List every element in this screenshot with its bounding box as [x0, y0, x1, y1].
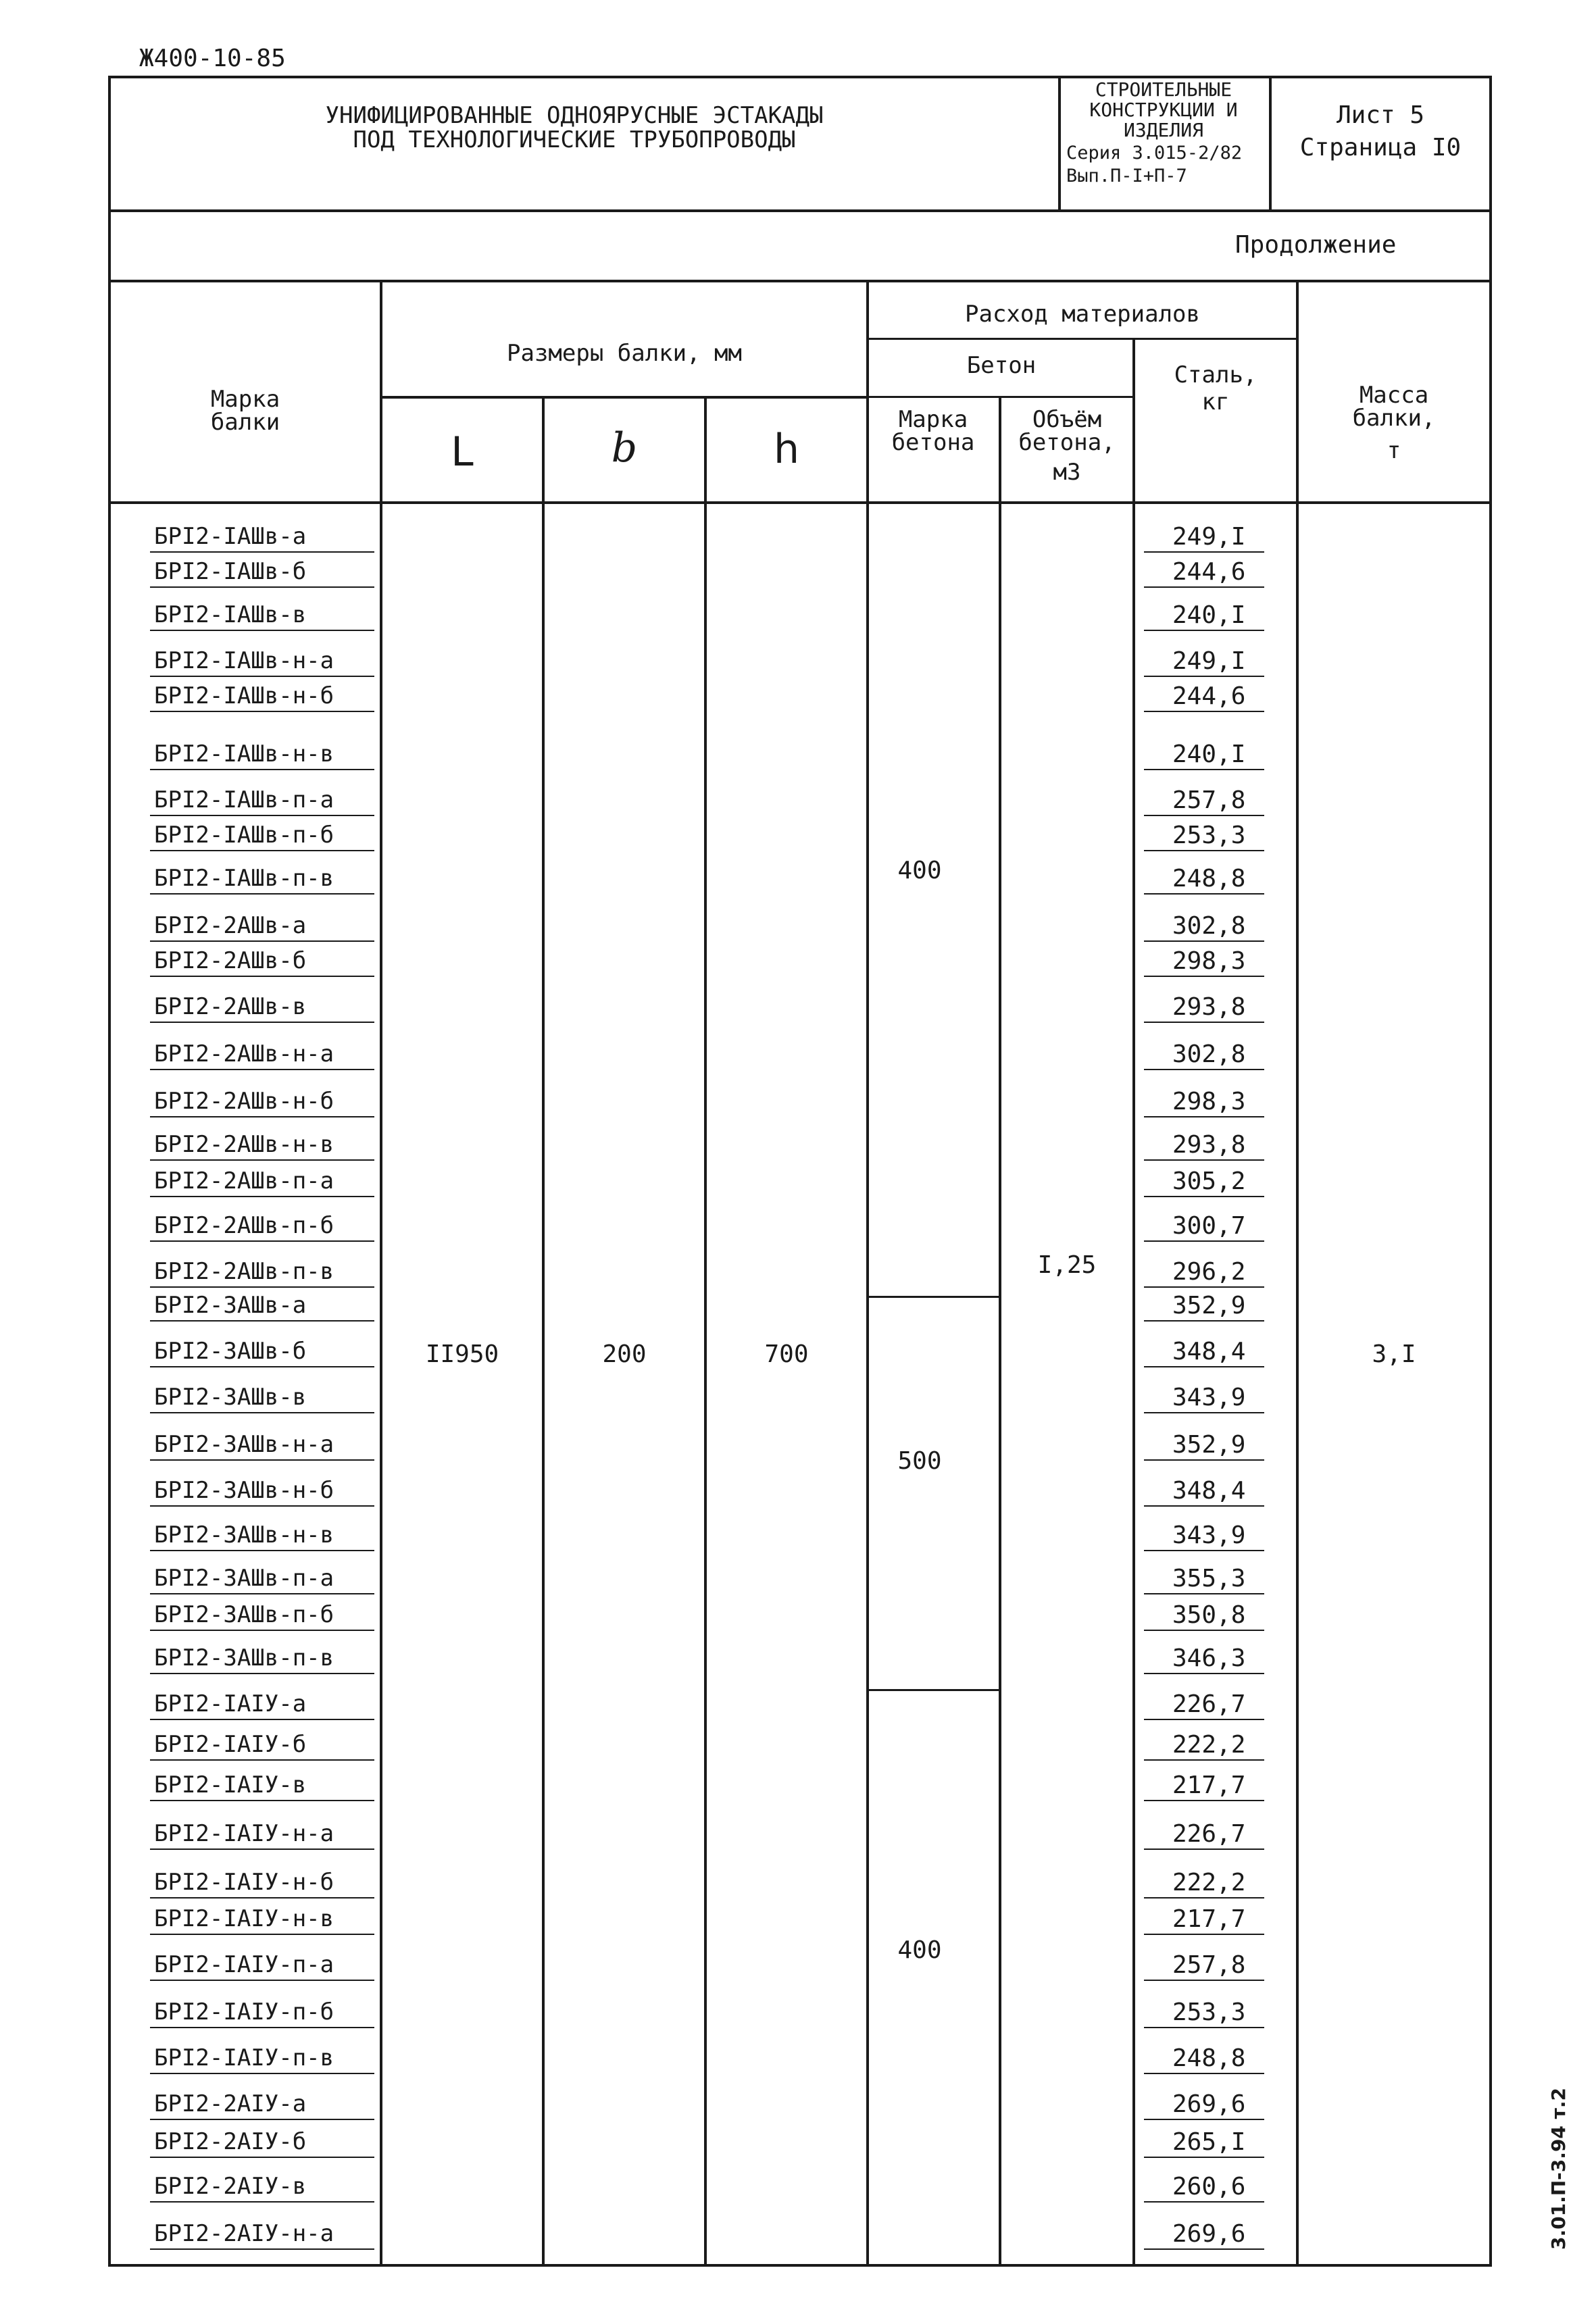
row-rule-mark: [150, 1848, 374, 1850]
header-dimensions: Размеры балки, мм: [507, 340, 742, 367]
beam-mark-cell: БРI2-2АШв-п-а: [154, 1167, 334, 1194]
row-rule-steel: [1144, 2157, 1264, 2158]
row-rule-steel: [1144, 1550, 1264, 1551]
steel-value-cell: 253,3: [1172, 822, 1246, 849]
row-rule-steel: [1144, 1848, 1264, 1850]
steel-value-cell: 296,2: [1172, 1258, 1246, 1286]
row-rule-steel: [1144, 815, 1264, 816]
document-title-line2: ПОД ТЕХНОЛОГИЧЕСКИЕ ТРУБОПРОВОДЫ: [353, 126, 796, 153]
row-rule-mark: [150, 1505, 374, 1507]
row-rule-mark: [150, 586, 374, 588]
row-rule-steel: [1144, 1159, 1264, 1161]
series-line4: Серия 3.015-2/82: [1066, 143, 1243, 164]
beam-mark-cell: БРI2-IАIУ-н-б: [154, 1869, 334, 1896]
row-rule-steel: [1144, 711, 1264, 712]
page-number: Страница I0: [1299, 134, 1462, 161]
beam-mark-cell: БРI2-3АШв-н-б: [154, 1477, 334, 1504]
beam-mark-cell: БРI2-IАIУ-п-в: [154, 2044, 334, 2071]
row-rule-steel: [1144, 2119, 1264, 2120]
steel-value-cell: 343,9: [1172, 1384, 1246, 1411]
row-rule-steel: [1144, 1459, 1264, 1461]
row-rule-mark: [150, 630, 374, 631]
row-rule-mark: [150, 1897, 374, 1898]
row-rule-steel: [1144, 1116, 1264, 1117]
row-rule-steel: [1144, 1196, 1264, 1197]
steel-value-cell: 300,7: [1172, 1212, 1246, 1240]
steel-value-cell: 298,3: [1172, 1088, 1246, 1115]
beam-mark-cell: БРI2-IАШв-п-в: [154, 865, 334, 892]
beam-mark-cell: БРI2-2АШв-а: [154, 912, 307, 939]
row-rule-mark: [150, 1459, 374, 1461]
row-rule-mark: [150, 676, 374, 677]
beam-mark-cell: БРI2-2АIУ-в: [154, 2173, 307, 2200]
beam-mark-cell: БРI2-2АШв-н-а: [154, 1040, 334, 1067]
document-title-line1: УНИФИЦИРОВАННЫЕ ОДНОЯРУСНЫЕ ЭСТАКАДЫ: [325, 102, 824, 129]
beam-mark-cell: БРI2-IАIУ-н-в: [154, 1905, 334, 1932]
row-rule-mark: [150, 1759, 374, 1761]
header-steel-l1: Сталь,: [1174, 361, 1257, 388]
steel-value-cell: 240,I: [1172, 601, 1246, 629]
series-line2: КОНСТРУКЦИИ И: [1089, 99, 1238, 121]
beam-mark-cell: БРI2-2АШв-п-в: [154, 1258, 334, 1285]
steel-value-cell: 302,8: [1172, 1040, 1246, 1068]
steel-value-cell: 248,8: [1172, 865, 1246, 892]
steel-value-cell: 352,9: [1172, 1431, 1246, 1459]
row-rule-steel: [1144, 2073, 1264, 2074]
row-rule-mark: [150, 1240, 374, 1242]
steel-value-cell: 249,I: [1172, 647, 1246, 675]
row-rule-steel: [1144, 1980, 1264, 1981]
row-rule-steel: [1144, 1366, 1264, 1367]
header-concrete-grade-l1: Марка: [898, 406, 968, 433]
row-rule-mark: [150, 1366, 374, 1367]
header-mark-line2: балки: [210, 409, 280, 436]
series-line3: ИЗДЕЛИЯ: [1123, 119, 1203, 141]
header-mass-l3: т: [1387, 437, 1401, 464]
row-rule-mark: [150, 1159, 374, 1161]
row-rule-steel: [1144, 769, 1264, 770]
steel-value-cell: 293,8: [1172, 993, 1246, 1021]
row-rule-mark: [150, 1022, 374, 1023]
concrete-grade-group-2: 500: [897, 1447, 942, 1475]
steel-value-cell: 249,I: [1172, 523, 1246, 551]
steel-value-cell: 348,4: [1172, 1477, 1246, 1505]
header-mark-line1: Марка: [210, 386, 280, 413]
steel-value-cell: 260,6: [1172, 2173, 1246, 2200]
row-rule-mark: [150, 976, 374, 977]
row-rule-steel: [1144, 551, 1264, 553]
beam-mark-cell: БРI2-IАШв-н-в: [154, 740, 334, 768]
row-rule-mark: [150, 1320, 374, 1322]
steel-value-cell: 217,7: [1172, 1905, 1246, 1933]
row-rule-mark: [150, 2248, 374, 2250]
row-rule-mark: [150, 893, 374, 895]
steel-value-cell: 269,6: [1172, 2090, 1246, 2118]
steel-value-cell: 302,8: [1172, 912, 1246, 940]
beam-mark-cell: БРI2-3АШв-п-а: [154, 1565, 334, 1592]
row-rule-mark: [150, 1196, 374, 1197]
row-rule-mark: [150, 1286, 374, 1288]
beam-mark-cell: БРI2-IАШв-п-б: [154, 822, 334, 849]
steel-value-cell: 222,2: [1172, 1731, 1246, 1759]
row-rule-steel: [1144, 1759, 1264, 1761]
header-mass-l2: балки,: [1352, 405, 1436, 432]
header-concrete-grade-l2: бетона: [891, 429, 975, 456]
row-rule-steel: [1144, 2201, 1264, 2203]
row-rule-mark: [150, 769, 374, 770]
row-rule-steel: [1144, 1240, 1264, 1242]
steel-value-cell: 265,I: [1172, 2128, 1246, 2156]
row-rule-mark: [150, 1593, 374, 1594]
row-rule-steel: [1144, 630, 1264, 631]
steel-value-cell: 257,8: [1172, 786, 1246, 814]
header-materials: Расход материалов: [965, 301, 1200, 328]
cell-mass: 3,I: [1372, 1340, 1416, 1368]
row-rule-steel: [1144, 1022, 1264, 1023]
beam-mark-cell: БРI2-3АШв-а: [154, 1292, 307, 1319]
row-rule-mark: [150, 1116, 374, 1117]
beam-mark-cell: БРI2-IАШв-н-б: [154, 682, 334, 709]
row-rule-steel: [1144, 976, 1264, 977]
cell-length: II950: [425, 1340, 499, 1368]
beam-mark-cell: БРI2-2АШв-б: [154, 947, 307, 974]
beam-mark-cell: БРI2-2АШв-в: [154, 993, 307, 1020]
row-rule-steel: [1144, 1069, 1264, 1070]
row-rule-mark: [150, 2027, 374, 2028]
row-rule-steel: [1144, 2027, 1264, 2028]
row-rule-steel: [1144, 1505, 1264, 1507]
beam-mark-cell: БРI2-2АIУ-б: [154, 2128, 307, 2155]
row-rule-steel: [1144, 1630, 1264, 1631]
header-concrete-volume-l3: м3: [1053, 459, 1081, 486]
beam-mark-cell: БРI2-IАШв-б: [154, 558, 307, 585]
steel-value-cell: 350,8: [1172, 1601, 1246, 1629]
row-rule-steel: [1144, 1673, 1264, 1674]
cell-concrete-volume: I,25: [1037, 1251, 1097, 1279]
steel-value-cell: 240,I: [1172, 740, 1246, 768]
row-rule-mark: [150, 1550, 374, 1551]
row-rule-mark: [150, 1069, 374, 1070]
beam-mark-cell: БРI2-IАIУ-п-а: [154, 1951, 334, 1978]
steel-value-cell: 248,8: [1172, 2044, 1246, 2072]
steel-value-cell: 257,8: [1172, 1951, 1246, 1979]
row-rule-steel: [1144, 676, 1264, 677]
steel-value-cell: 222,2: [1172, 1869, 1246, 1896]
steel-value-cell: 293,8: [1172, 1131, 1246, 1159]
row-rule-steel: [1144, 2248, 1264, 2250]
beam-mark-cell: БРI2-2АШв-н-б: [154, 1088, 334, 1115]
beam-mark-cell: БРI2-2АШв-н-в: [154, 1131, 334, 1158]
beam-mark-cell: БРI2-IАШв-п-а: [154, 786, 334, 813]
beam-mark-cell: БРI2-IАШв-н-а: [154, 647, 334, 674]
steel-value-cell: 348,4: [1172, 1338, 1246, 1365]
steel-value-cell: 217,7: [1172, 1771, 1246, 1799]
steel-value-cell: 244,6: [1172, 558, 1246, 586]
row-rule-mark: [150, 2201, 374, 2203]
row-rule-mark: [150, 551, 374, 553]
row-rule-mark: [150, 711, 374, 712]
row-rule-steel: [1144, 1934, 1264, 1935]
row-rule-steel: [1144, 893, 1264, 895]
header-length-L: L: [451, 428, 474, 476]
steel-value-cell: 269,6: [1172, 2220, 1246, 2248]
beam-mark-cell: БРI2-3АШв-н-в: [154, 1521, 334, 1549]
beam-mark-cell: БРI2-3АШв-б: [154, 1338, 307, 1365]
row-rule-mark: [150, 1800, 374, 1801]
row-rule-steel: [1144, 1719, 1264, 1720]
beam-mark-cell: БРI2-IАIУ-п-б: [154, 1998, 334, 2026]
row-rule-mark: [150, 815, 374, 816]
series-line5: Вып.П-I+П-7: [1066, 166, 1187, 186]
row-rule-steel: [1144, 1593, 1264, 1594]
header-concrete-volume-l2: бетона,: [1018, 429, 1116, 456]
beam-mark-cell: БРI2-2АIУ-н-а: [154, 2220, 334, 2247]
beam-mark-cell: БРI2-IАIУ-в: [154, 1771, 307, 1799]
row-rule-steel: [1144, 1412, 1264, 1413]
beam-mark-cell: БРI2-IАIУ-а: [154, 1690, 307, 1717]
concrete-grade-group-1: 400: [897, 857, 942, 884]
cell-height: 700: [764, 1340, 809, 1368]
row-rule-mark: [150, 1630, 374, 1631]
steel-value-cell: 253,3: [1172, 1998, 1246, 2026]
steel-value-cell: 226,7: [1172, 1820, 1246, 1848]
steel-value-cell: 346,3: [1172, 1644, 1246, 1672]
beam-mark-cell: БРI2-3АШв-п-б: [154, 1601, 334, 1628]
beam-mark-cell: БРI2-3АШв-п-в: [154, 1644, 334, 1671]
cell-width: 200: [602, 1340, 647, 1368]
sheet-number: Лист 5: [1336, 101, 1425, 129]
beam-mark-cell: БРI2-IАШв-в: [154, 601, 307, 628]
beam-mark-cell: БРI2-2АIУ-а: [154, 2090, 307, 2117]
row-rule-mark: [150, 850, 374, 851]
header-concrete: Бетон: [966, 352, 1037, 379]
beam-mark-cell: БРI2-3АШв-в: [154, 1384, 307, 1411]
row-rule-mark: [150, 1673, 374, 1674]
beam-mark-cell: БРI2-IАШв-а: [154, 523, 307, 550]
header-concrete-volume-l1: Объём: [1032, 406, 1102, 433]
header-steel-l2: кг: [1201, 388, 1230, 416]
row-rule-mark: [150, 2157, 374, 2158]
steel-value-cell: 305,2: [1172, 1167, 1246, 1195]
steel-value-cell: 244,6: [1172, 682, 1246, 710]
row-rule-steel: [1144, 586, 1264, 588]
beam-mark-cell: БРI2-IАIУ-б: [154, 1731, 307, 1758]
steel-value-cell: 226,7: [1172, 1690, 1246, 1718]
steel-value-cell: 355,3: [1172, 1565, 1246, 1592]
row-rule-steel: [1144, 1897, 1264, 1898]
header-width-b: b: [611, 424, 638, 472]
row-rule-mark: [150, 1412, 374, 1413]
header-height-h: h: [773, 426, 800, 473]
row-rule-steel: [1144, 1800, 1264, 1801]
continuation-label: Продолжение: [1235, 231, 1397, 259]
row-rule-mark: [150, 2073, 374, 2074]
steel-value-cell: 352,9: [1172, 1292, 1246, 1319]
row-rule-mark: [150, 1719, 374, 1720]
row-rule-steel: [1144, 850, 1264, 851]
beam-mark-cell: БРI2-3АШв-н-а: [154, 1431, 334, 1458]
beam-mark-cell: БРI2-2АШв-п-б: [154, 1212, 334, 1239]
header-mass-l1: Масса: [1359, 382, 1429, 409]
row-rule-mark: [150, 2119, 374, 2120]
document-code: Ж400-10-85: [139, 45, 286, 72]
beam-mark-cell: БРI2-IАIУ-н-а: [154, 1820, 334, 1847]
steel-value-cell: 298,3: [1172, 947, 1246, 975]
side-stamp: 3.01.П-3.94 т.2: [1547, 2088, 1570, 2250]
row-rule-steel: [1144, 1320, 1264, 1322]
series-line1: СТРОИТЕЛЬНЫЕ: [1095, 78, 1232, 101]
row-rule-mark: [150, 1934, 374, 1935]
row-rule-steel: [1144, 1286, 1264, 1288]
row-rule-mark: [150, 940, 374, 942]
concrete-grade-group-3: 400: [897, 1936, 942, 1964]
row-rule-steel: [1144, 940, 1264, 942]
steel-value-cell: 343,9: [1172, 1521, 1246, 1549]
row-rule-mark: [150, 1980, 374, 1981]
